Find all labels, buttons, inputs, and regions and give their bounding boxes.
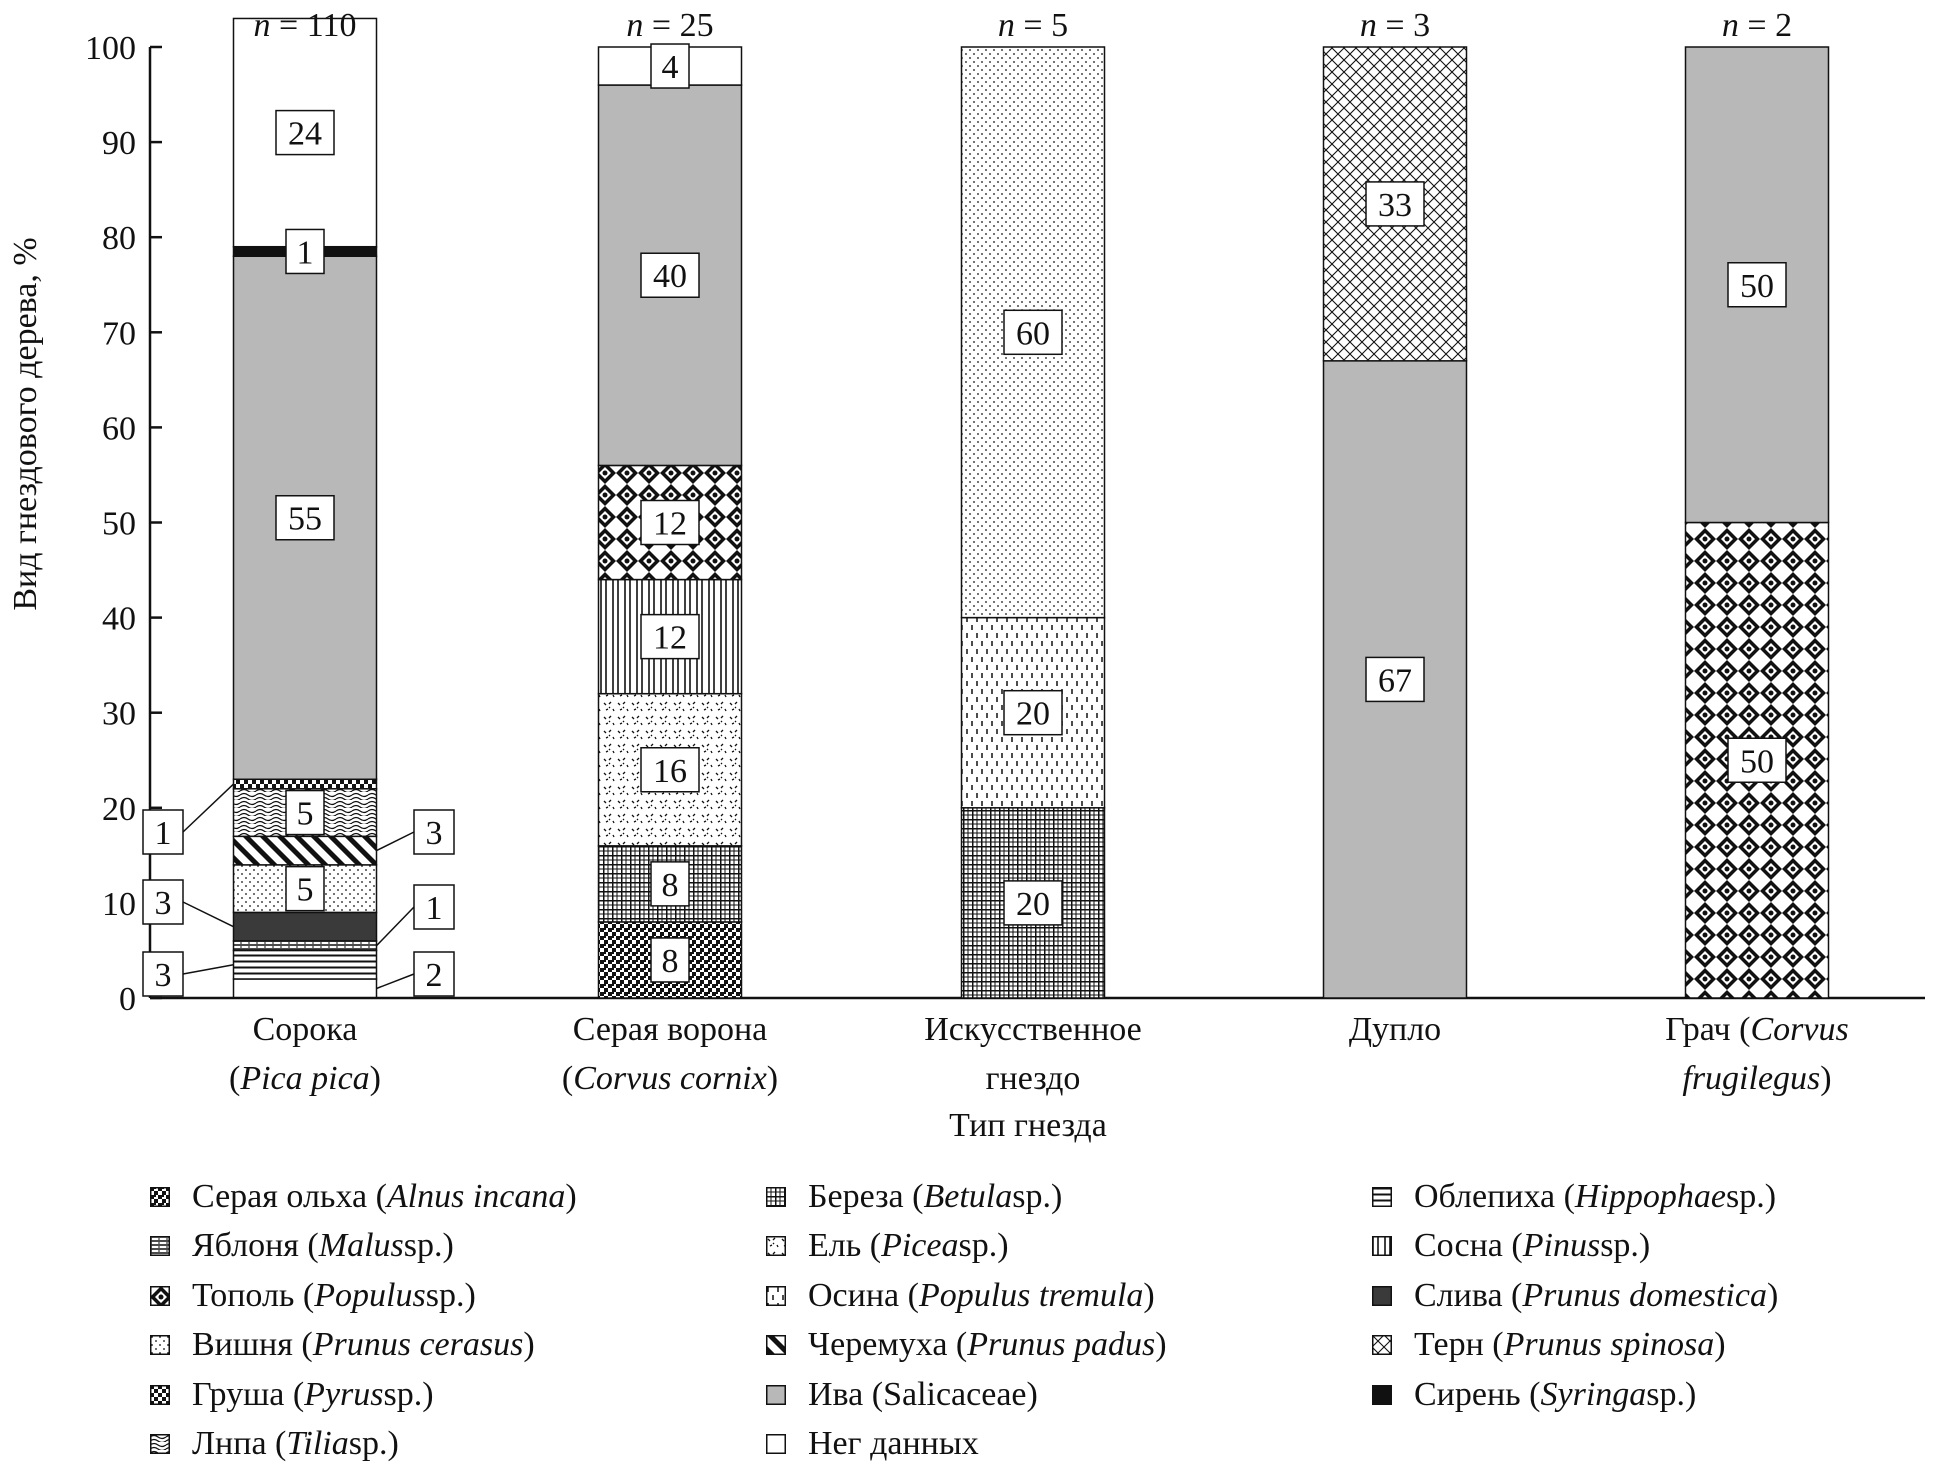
legend-item-betula <box>766 1172 1372 1222</box>
x-tick-label: Искусственное <box>924 1011 1142 1048</box>
legend-latin-name: Prunus domestica <box>1522 1276 1767 1314</box>
segment-value-label: 50 <box>1740 267 1774 305</box>
segment-value-label: 5 <box>296 871 314 909</box>
legend-swatch <box>150 1385 170 1405</box>
segment-value-label: 4 <box>661 49 679 87</box>
n-label: n = 3 <box>1359 7 1431 44</box>
y-tick-label: 50 <box>102 505 136 543</box>
segment-value-label: 3 <box>425 815 443 852</box>
legend-label: Береза ( <box>808 1177 924 1215</box>
x-tick-label-line2: (Pica pica) <box>229 1060 381 1097</box>
y-tick-label: 60 <box>102 410 136 448</box>
segment-value-label: 20 <box>1016 695 1050 733</box>
n-label: n = 25 <box>626 7 714 44</box>
callout-line <box>183 784 234 832</box>
legend-latin-name: Syringa <box>1540 1375 1647 1413</box>
legend-label-suffix: sp.) <box>1646 1375 1697 1413</box>
x-tick-label-line2: frugilegus) <box>1682 1060 1832 1097</box>
legend-label: Серая ольха ( <box>192 1177 387 1215</box>
callout-line <box>183 965 234 974</box>
legend <box>150 1172 1920 1472</box>
legend-swatch <box>150 1236 170 1256</box>
legend-label-suffix: ) <box>1143 1276 1155 1314</box>
legend-label: Сирень ( <box>1414 1375 1541 1413</box>
legend-swatch <box>1372 1385 1392 1405</box>
legend-item-nodata <box>766 1420 1372 1470</box>
legend-swatch <box>766 1187 786 1207</box>
bar-segment-hippophae <box>234 950 377 979</box>
legend-label: Ива (Salicaceae) <box>808 1375 1038 1413</box>
n-label: n = 110 <box>253 7 357 44</box>
n-label: n = 2 <box>1721 7 1793 44</box>
legend-label-suffix: ) <box>565 1177 577 1215</box>
legend-label: Ель ( <box>808 1227 882 1265</box>
legend-item-tilia <box>150 1420 766 1470</box>
legend-item-malus <box>150 1222 766 1272</box>
legend-item-hippophae <box>1372 1172 1920 1222</box>
legend-label-suffix: sp.) <box>1726 1177 1777 1215</box>
segment-value-label: 3 <box>154 885 172 922</box>
legend-swatch <box>766 1335 786 1355</box>
y-tick-label: 0 <box>119 981 136 1018</box>
legend-swatch <box>150 1286 170 1306</box>
segment-value-label: 16 <box>653 752 687 790</box>
legend-label-suffix: sp.) <box>425 1276 476 1314</box>
callout-line <box>377 907 415 946</box>
segment-value-label: 40 <box>653 258 687 296</box>
legend-swatch <box>1372 1286 1392 1306</box>
segment-value-label: 24 <box>288 115 322 153</box>
legend-latin-name: Pyrus <box>304 1375 384 1413</box>
x-tick-label: Дупло <box>1348 1011 1442 1048</box>
callout-line <box>183 902 234 927</box>
legend-label-suffix: sp.) <box>1012 1177 1063 1215</box>
segment-value-label: 5 <box>296 795 314 833</box>
segment-value-label: 20 <box>1016 885 1050 923</box>
legend-label: Тополь ( <box>192 1276 315 1314</box>
legend-label: Слива ( <box>1414 1276 1523 1314</box>
bars <box>234 18 1829 998</box>
n-labels <box>254 7 1793 44</box>
legend-label: Нег данных <box>808 1425 979 1463</box>
legend-label: Облепиха ( <box>1414 1177 1575 1215</box>
segment-value-label: 12 <box>653 505 687 543</box>
legend-item-padus <box>766 1321 1372 1371</box>
segment-value-label: 3 <box>154 957 172 994</box>
legend-item-tremula <box>766 1271 1372 1321</box>
legend-swatch <box>150 1187 170 1207</box>
legend-label: Осина ( <box>808 1276 919 1314</box>
legend-swatch <box>1372 1335 1392 1355</box>
legend-latin-name: Prunus padus <box>967 1326 1156 1364</box>
segment-value-label: 1 <box>154 815 172 852</box>
segment-value-label: 12 <box>653 619 687 657</box>
legend-swatch <box>766 1434 786 1454</box>
x-tick-label: Серая ворона <box>572 1011 768 1048</box>
legend-item-spinosa <box>1372 1321 1920 1371</box>
legend-item-pyrus <box>150 1370 766 1420</box>
y-axis-label: Вид гнездового дерева, % <box>7 237 44 611</box>
y-tick-label: 20 <box>102 790 136 828</box>
bar-segment-pyrus <box>234 779 377 789</box>
legend-swatch <box>1372 1236 1392 1256</box>
legend-label: Груша ( <box>192 1375 305 1413</box>
y-tick-label: 80 <box>102 220 136 258</box>
legend-latin-name: Populus <box>314 1276 426 1314</box>
legend-swatch <box>1372 1187 1392 1207</box>
legend-label: Вишня ( <box>192 1326 313 1364</box>
segment-value-label: 33 <box>1378 186 1412 224</box>
legend-label: Черемуха ( <box>808 1326 968 1364</box>
segment-value-label: 60 <box>1016 315 1050 353</box>
legend-item-populus <box>150 1271 766 1321</box>
legend-swatch <box>766 1236 786 1256</box>
legend-latin-name: Pinus <box>1522 1227 1601 1265</box>
x-tick-label-line2: (Corvus cornix) <box>561 1060 779 1097</box>
legend-latin-name: Populus tremula <box>918 1276 1144 1314</box>
segment-value-label: 1 <box>296 234 314 272</box>
segment-value-label: 8 <box>661 942 679 980</box>
bar-segment-sirsyr <box>234 979 377 998</box>
legend-label: Лнпа ( <box>192 1425 287 1463</box>
legend-label-suffix: sp.) <box>1600 1227 1651 1265</box>
segment-value-label: 1 <box>425 890 443 927</box>
y-tick-label: 70 <box>102 315 136 353</box>
legend-label-suffix: ) <box>1766 1276 1779 1314</box>
x-tick-label: Сорока <box>252 1011 358 1048</box>
legend-latin-name: Alnus incana <box>386 1177 566 1215</box>
x-tick-label: Грач (Corvus <box>1665 1011 1849 1048</box>
y-tick-label: 40 <box>102 600 136 638</box>
legend-label-suffix: ) <box>1714 1326 1726 1364</box>
legend-item-alnus <box>150 1172 766 1222</box>
legend-item-syringa <box>1372 1370 1920 1420</box>
legend-latin-name: Picea <box>881 1227 959 1265</box>
y-tick-label: 100 <box>85 30 136 67</box>
legend-swatch <box>150 1335 170 1355</box>
segment-value-label: 2 <box>425 957 443 994</box>
legend-label-suffix: ) <box>1155 1326 1167 1364</box>
x-tick-label-line2: гнездо <box>985 1060 1081 1097</box>
legend-label-suffix: sp.) <box>403 1227 454 1265</box>
n-label: n = 5 <box>997 7 1069 44</box>
legend-item-salix <box>766 1370 1372 1420</box>
legend-item-pinus <box>1372 1222 1920 1272</box>
legend-swatch <box>766 1286 786 1306</box>
legend-label: Яблоня ( <box>192 1227 319 1265</box>
legend-item-picea <box>766 1222 1372 1272</box>
segment-value-label: 67 <box>1378 662 1412 700</box>
legend-swatch <box>766 1385 786 1405</box>
x-axis-label: Тип гнезда <box>949 1107 1107 1144</box>
legend-label: Терн ( <box>1414 1326 1504 1364</box>
legend-latin-name: Hippophae <box>1574 1177 1727 1215</box>
bar-segment-prunusdom <box>234 912 377 941</box>
legend-label-suffix: sp.) <box>383 1375 434 1413</box>
legend-latin-name: Prunus cerasus <box>312 1326 524 1364</box>
legend-label: Сосна ( <box>1414 1227 1523 1265</box>
segment-value-label: 55 <box>288 500 322 538</box>
y-tick-label: 90 <box>102 125 136 163</box>
x-tick-labels <box>229 1011 1849 1097</box>
y-tick-label: 30 <box>102 695 136 733</box>
legend-latin-name: Tilia <box>286 1425 349 1463</box>
segment-value-label: 50 <box>1740 743 1774 781</box>
legend-latin-name: Betula <box>923 1177 1013 1215</box>
callout-line <box>377 832 415 851</box>
legend-label-suffix: sp.) <box>348 1425 399 1463</box>
segment-value-label: 8 <box>661 866 679 904</box>
legend-label-suffix: sp.) <box>958 1227 1009 1265</box>
bar-segment-malus <box>234 941 377 951</box>
legend-item-cerasus <box>150 1321 766 1371</box>
bar-segment-padus <box>234 836 377 865</box>
legend-item-prunusdom <box>1372 1271 1920 1321</box>
legend-latin-name: Malus <box>318 1227 404 1265</box>
y-tick-label: 10 <box>102 885 136 923</box>
legend-swatch <box>150 1434 170 1454</box>
callout-line <box>377 974 415 988</box>
legend-latin-name: Prunus spinosa <box>1503 1326 1715 1364</box>
legend-label-suffix: ) <box>523 1326 535 1364</box>
